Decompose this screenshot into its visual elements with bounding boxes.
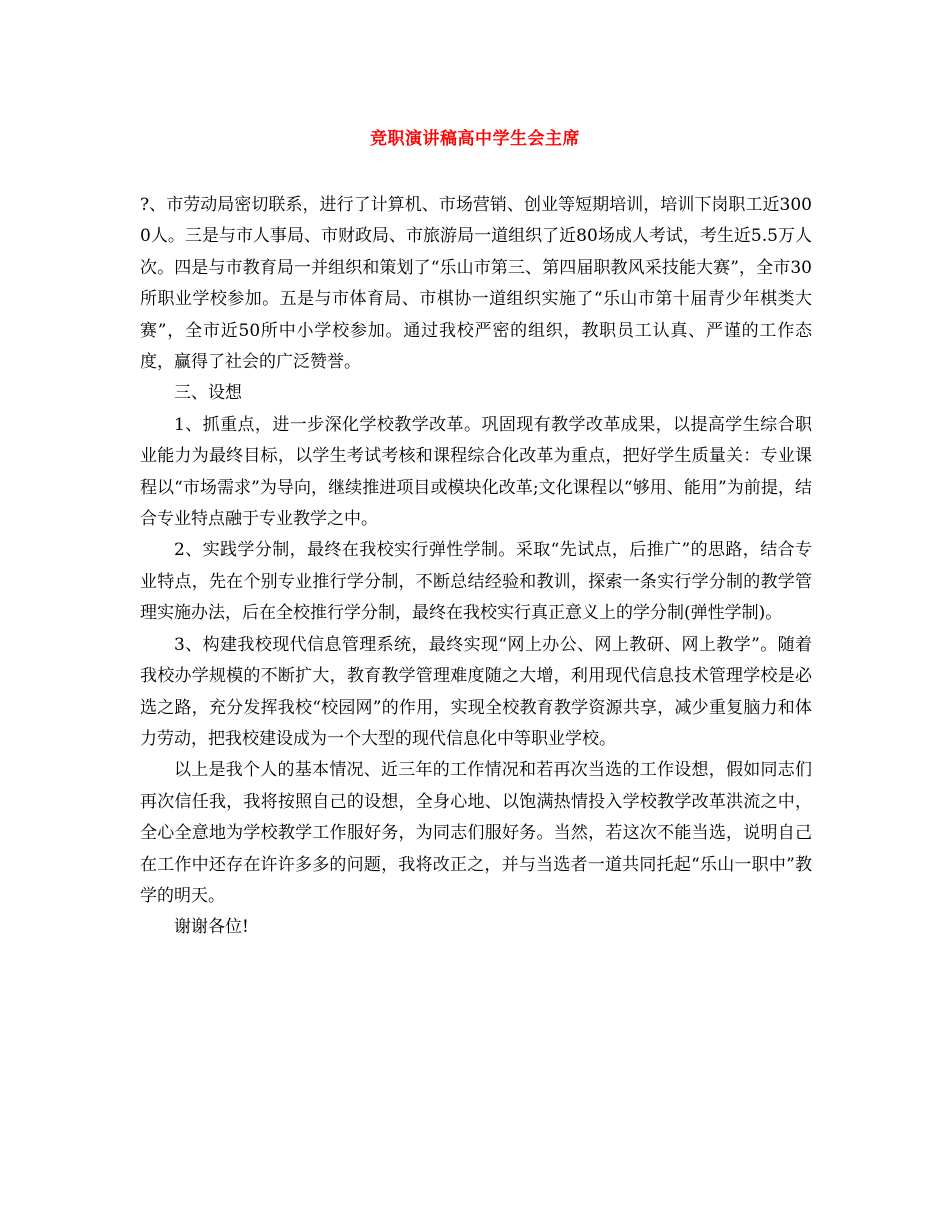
section-heading-plans: 三、设想: [174, 383, 242, 404]
paragraph-continuation: ?、市劳动局密切联系，进行了计算机、市场营销、创业等短期培训，培训下岗职工近3000人。三是与市人事局、市财政局、市旅游局一道组织了近80场成人考试，考生近5.5万人次。四是与市教育局一并组织和策划了“乐山市第三、第四届职教风采技能大赛”，全市30所职业学校参加。五是与市体育局、市棋协一道组织实施了“乐山市第十届青少年棋类大赛”，全市近50所中小学校参加。通过我校严密的组织，教职员工认真、严谨的工作态度，赢得了社会的广泛赞誉。: [140, 195, 812, 373]
paragraph-thanks: 谢谢各位!: [174, 917, 249, 938]
document-title: 竞职演讲稿高中学生会主席: [370, 129, 580, 149]
paragraph-plan-1: 1、抓重点，进一步深化学校教学改革。巩固现有教学改革成果，以提高学生综合职业能力为最终目标，以学生考试考核和课程综合化改革为重点，把好学生质量关：专业课程以“市场需求”为导向，继续推进项目或模块化改革;文化课程以“够用、能用”为前提，结合专业特点融于专业教学之中。: [140, 414, 812, 530]
paragraph-conclusion: 以上是我个人的基本情况、近三年的工作情况和若再次当选的工作设想，假如同志们再次信任我，我将按照自己的设想，全身心地、以饱满热情投入学校教学改革洪流之中，全心全意地为学校教学工作服好务，为同志们服好务。当然，若这次不能当选，说明自己在工作中还存在许许多多的问题，我将改正之，并与当选者一道共同托起“乐山一职中”教学的明天。: [140, 760, 812, 906]
document-body: [140, 190, 812, 944]
paragraph-plan-2: 2、实践学分制，最终在我校实行弹性学制。采取“先试点，后推广”的思路，结合专业特点，先在个别专业推行学分制，不断总结经验和教训，探索一条实行学分制的教学管理实施办法，后在全校推行学分制，最终在我校实行真正意义上的学分制(弹性学制)。: [140, 540, 812, 624]
paragraph-plan-3: 3、构建我校现代信息管理系统，最终实现“网上办公、网上教研、网上教学”。随着我校办学规模的不断扩大，教育教学管理难度随之大增，利用现代信息技术管理学校是必选之路，充分发挥我校“校园网”的作用，实现全校教育教学资源共享，减少重复脑力和体力劳动，把我校建设成为一个大型的现代信息化中等职业学校。: [140, 634, 812, 749]
